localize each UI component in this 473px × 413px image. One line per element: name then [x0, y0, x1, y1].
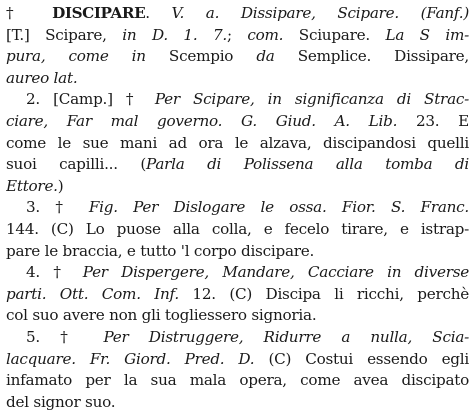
text-run: † — [6, 4, 53, 22]
text-run: 2. [Camp.] † — [26, 90, 155, 109]
text-run: (C) Costui essendo egli — [254, 349, 469, 368]
entry-line — [6, 305, 469, 327]
text-run: col suo avere non gli togliessero signoria. — [6, 306, 317, 325]
entry-line — [6, 197, 469, 219]
entry-line — [6, 262, 469, 284]
entry-line — [6, 370, 469, 392]
entry-line — [6, 219, 469, 241]
entry-line — [6, 392, 469, 413]
text-run: del signor suo. — [6, 392, 116, 411]
italic-text: lacquare. Fr. Giord. Pred. D. — [6, 349, 255, 368]
italic-text: pura, come in — [6, 47, 146, 66]
italic-text: ciare, Far mal governo. G. Giud. A. Lib. — [6, 111, 398, 130]
text-run: . — [145, 4, 172, 22]
entry-line — [6, 349, 469, 371]
entry-line — [6, 111, 469, 133]
entry-line — [6, 46, 469, 68]
text-run: 12. (C) Discipa li ricchi, perchè — [178, 284, 469, 303]
headword: DISCIPARE — [52, 4, 146, 22]
text-run: Sciupare. — [283, 25, 386, 44]
italic-text: Per Dispergere, Mandare, Cacciare in diverse — [82, 263, 469, 282]
italic-text: Fig. Per Dislogare le ossa. Fior. S. Franc. — [88, 198, 469, 217]
italic-text: Per Distruggere, Ridurre a nulla, Scia- — [103, 327, 469, 346]
italic-text: Ettore. — [6, 176, 58, 195]
entry-line — [6, 133, 469, 155]
text-run: 5. † — [26, 327, 104, 346]
text-run: suoi capilli... ( — [6, 155, 147, 174]
italic-text: parti. Ott. Com. Inf. — [6, 284, 179, 303]
text-run: Scempio — [145, 47, 257, 66]
entry-line — [6, 241, 469, 263]
entry-line — [6, 154, 469, 176]
entry-line — [6, 89, 469, 111]
text-run: 3. † — [26, 198, 89, 217]
entry-text-block — [6, 3, 469, 413]
text-run: 144. (C) Lo puose alla colla, e fecelo tirare, e istrap- — [6, 219, 469, 238]
entry-line — [6, 284, 469, 306]
entry-line — [6, 3, 469, 25]
entry-line — [6, 25, 469, 47]
text-run: 23. E — [397, 111, 469, 130]
italic-text: Per Scipare, in significanza di Strac- — [154, 90, 469, 109]
entry-line — [6, 327, 469, 349]
text-run: Semplice. Dissipare, — [274, 47, 469, 66]
italic-text: La S im- — [385, 25, 469, 44]
text-run: 4. † — [26, 263, 83, 282]
entry-line — [6, 176, 469, 198]
italic-text: Parla di Polissena alla tomba di — [146, 155, 469, 174]
italic-text: V. a. Dissipare, Scipare. (Fanf.) — [171, 4, 469, 22]
entry-line — [6, 68, 469, 90]
italic-text: da — [256, 47, 275, 66]
text-run: ; — [226, 25, 248, 44]
italic-text: com. — [247, 25, 284, 44]
text-run: come le sue mani ad ora le alzava, discipandosi quelli — [6, 133, 469, 152]
text-run: [T.] Scipare, — [6, 25, 123, 44]
text-run: infamato per la sua mala opera, come avea discipato — [6, 371, 469, 390]
italic-text: in D. 1. 7. — [122, 25, 227, 44]
text-run: ) — [57, 176, 64, 195]
italic-text: aureo lat. — [6, 68, 78, 87]
text-run: pare le braccia, e tutto 'l corpo discipare. — [6, 241, 315, 260]
